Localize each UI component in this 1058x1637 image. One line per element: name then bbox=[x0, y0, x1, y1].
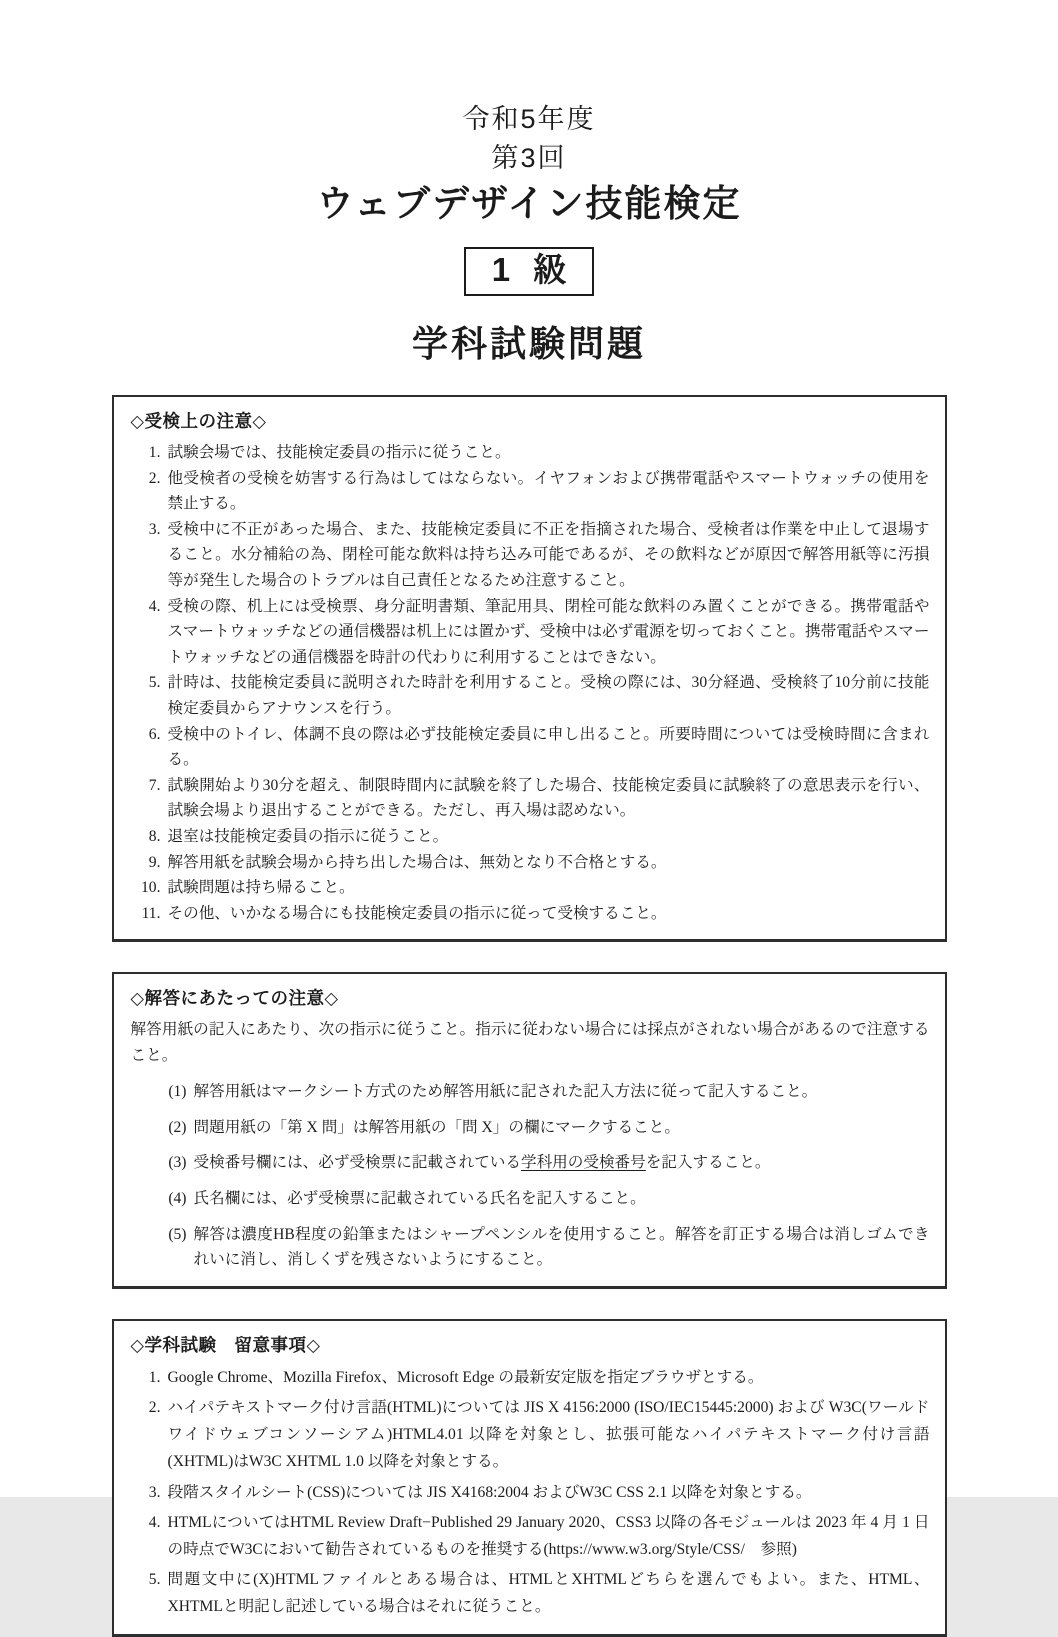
item-text: 段階スタイルシート(CSS)については JIS X4168:2004 およびW3C CSS 2.1 以降を対象とする。 bbox=[167, 1483, 812, 1501]
list-item bbox=[129, 466, 930, 517]
item-text: 解答用紙はマークシート方式のため解答用紙に記された記入方法に従って記入すること。 bbox=[193, 1083, 818, 1101]
list-item bbox=[159, 1222, 930, 1273]
item-text: HTMLについてはHTML Review Draft−Published 29 January 2020、CSS3 以降の各モジュールは 2023 年 4 月 1 日の時点でW3Cにおいて勧告されているものを推奨する(https://www.w3.org/Style/CSS/ 参照) bbox=[167, 1513, 930, 1559]
grade-box bbox=[464, 247, 595, 296]
item-text: 受検の際、机上には受検票、身分証明書類、筆記用具、閉栓可能な飲料のみ置くことができる。携帯電話やスマートウォッチなどの通信機器は机上には置かず、受検中は必ず電源を切っておくこと。携帯電話やスマートウォッチなどの通信機器を時計の代わりに利用することはできない。 bbox=[167, 597, 930, 666]
exam-round: 第3回 bbox=[491, 143, 567, 173]
list-item bbox=[129, 1364, 930, 1391]
item-number: 5. bbox=[148, 674, 161, 692]
item-text: 氏名欄には、必ず受検票に記載されている氏名を記入すること。 bbox=[193, 1190, 646, 1208]
list-item bbox=[129, 850, 930, 876]
list-item bbox=[129, 440, 930, 466]
item-number: 1. bbox=[148, 1368, 161, 1386]
subject-title: 学科試験問題 bbox=[411, 323, 646, 364]
item-number: 3. bbox=[148, 1483, 161, 1501]
item-text: Google Chrome、Mozilla Firefox、Microsoft Edge の最新安定版を指定ブラウザとする。 bbox=[167, 1368, 764, 1386]
item-text: 試験会場では、技能検定委員の指示に従うこと。 bbox=[167, 444, 511, 461]
item-text: 解答用紙を試験会場から持ち出した場合は、無効となり不合格とする。 bbox=[167, 853, 667, 871]
list-item bbox=[129, 824, 930, 850]
item-number: 4. bbox=[148, 1513, 161, 1531]
list-item bbox=[129, 773, 930, 824]
list-item bbox=[129, 1509, 930, 1563]
item-number: (1) bbox=[168, 1083, 187, 1101]
list-item bbox=[159, 1115, 930, 1141]
item-number: 2. bbox=[148, 469, 161, 487]
item-text: 試験問題は持ち帰ること。 bbox=[167, 879, 355, 897]
answer-notes-box bbox=[112, 972, 947, 1289]
exam-notes-heading: ◇受検上の注意◇ bbox=[130, 411, 267, 431]
item-text: 解答は濃度HB程度の鉛筆またはシャープペンシルを使用すること。解答を訂正する場合は消しゴムできれいに消し、消しくずを残さないようにすること。 bbox=[193, 1225, 930, 1269]
item-number: 2. bbox=[148, 1399, 161, 1417]
list-item bbox=[159, 1150, 930, 1176]
title-block bbox=[0, 0, 1058, 365]
item-text-underlined: 学科用の受検番号 bbox=[520, 1154, 646, 1172]
list-item bbox=[129, 1394, 930, 1476]
list-item bbox=[129, 722, 930, 773]
item-number: 1. bbox=[148, 444, 161, 461]
item-text: その他、いかなる場合にも技能検定委員の指示に従って受検すること。 bbox=[167, 904, 667, 922]
written-exam-remarks-box bbox=[112, 1319, 947, 1637]
item-number: 6. bbox=[148, 725, 161, 743]
item-text: 問題文中に(X)HTMLファイルとある場合は、HTMLとXHTMLどちらを選んでもよい。また、HTML、XHTMLと明記し記述している場合はそれに従うこと。 bbox=[167, 1571, 930, 1616]
list-item bbox=[129, 670, 930, 721]
item-text: 受検中に不正があった場合、また、技能検定委員に不正を指摘された場合、受検者は作業を中止して退場すること。水分補給の為、閉栓可能な飲料は持ち込み可能であるが、その飲料などが原因で解答用紙等に汚損等が発生した場合のトラブルは自己責任となるため注意すること。 bbox=[167, 520, 930, 589]
answer-notes-intro: 解答用紙の記入にあたり、次の指示に従うこと。指示に従わない場合には採点がされない場合があるので注意すること。 bbox=[130, 1021, 930, 1065]
item-number: 10. bbox=[141, 879, 161, 897]
item-text: 受検中のトイレ、体調不良の際は必ず技能検定委員に申し出ること。所要時間については受検時間に含まれる。 bbox=[167, 725, 930, 769]
list-item bbox=[159, 1079, 930, 1105]
item-number: (5) bbox=[168, 1225, 187, 1243]
grade-label: 1 級 bbox=[491, 251, 567, 288]
item-number: 5. bbox=[148, 1571, 161, 1589]
item-number: 11. bbox=[141, 904, 161, 922]
list-item bbox=[129, 594, 930, 671]
item-text bbox=[194, 1150, 930, 1176]
list-item bbox=[129, 1479, 930, 1506]
item-text: 計時は、技能検定委員に説明された時計を利用すること。受検の際には、30分経過、受検終了10分前に技能検定委員からアナウンスを行う。 bbox=[167, 674, 930, 717]
item-number: (2) bbox=[168, 1118, 187, 1136]
list-item bbox=[159, 1186, 930, 1212]
item-number: 9. bbox=[148, 853, 161, 871]
item-text: 退室は技能検定委員の指示に従うこと。 bbox=[167, 827, 449, 845]
item-number: 7. bbox=[148, 776, 161, 794]
item-text: 他受検者の受検を妨害する行為はしてはならない。イヤフォンおよび携帯電話やスマートウォッチの使用を禁止する。 bbox=[167, 469, 930, 513]
written-exam-remarks-heading: ◇学科試験 留意事項◇ bbox=[130, 1334, 321, 1355]
item-text-pre: 受検番号欄には、必ず受検票に記載されている bbox=[193, 1154, 521, 1172]
list-item bbox=[129, 901, 930, 927]
item-number: 4. bbox=[148, 597, 161, 615]
fiscal-year: 令和5年度 bbox=[462, 104, 596, 134]
item-text: 試験開始より30分を超え、制限時間内に試験を終了した場合、技能検定委員に試験終了の意思表示を行い、試験会場より退出することができる。ただし、再入場は認めない。 bbox=[167, 776, 930, 820]
item-number: 3. bbox=[148, 520, 161, 538]
item-number: (3) bbox=[168, 1154, 187, 1172]
list-item bbox=[129, 875, 930, 901]
item-text: ハイパテキストマーク付け言語(HTML)については JIS X 4156:2000 (ISO/IEC15445:2000) および W3C(ワールドワイドウェブコンソーシアム)HTML4.01 以降を対象とし、拡張可能なハイパテキストマーク付け言語(XHTML)はW3C XHTML 1.0 以降を対象とする。 bbox=[167, 1399, 930, 1471]
list-item bbox=[129, 517, 930, 594]
item-number: (4) bbox=[168, 1190, 187, 1208]
item-number: 8. bbox=[148, 827, 161, 845]
exam-name-title: ウェブデザイン技能検定 bbox=[316, 183, 742, 224]
item-text-post: を記入すること。 bbox=[645, 1154, 771, 1172]
item-text: 問題用紙の「第 X 問」は解答用紙の「問 X」の欄にマークすること。 bbox=[193, 1118, 680, 1136]
exam-notes-box bbox=[112, 395, 947, 942]
list-item bbox=[129, 1566, 930, 1620]
answer-notes-heading: ◇解答にあたっての注意◇ bbox=[130, 988, 339, 1009]
